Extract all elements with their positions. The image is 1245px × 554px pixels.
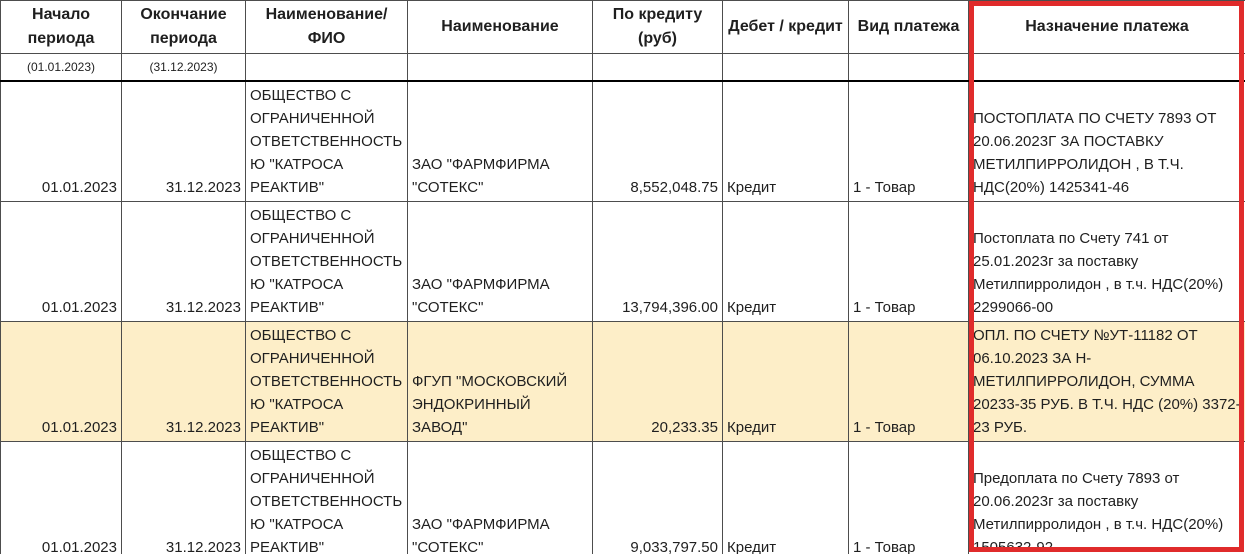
cell-start-period[interactable]: 01.01.2023 bbox=[1, 322, 122, 442]
cell-payment-purpose[interactable]: Постоплата по Счету 741 от 25.01.2023г за поставку Метилпирролидон , в т.ч. НДС(20%) 2299066-00 bbox=[969, 202, 1245, 322]
subheader-empty-cell[interactable] bbox=[408, 54, 593, 82]
cell-name-fio[interactable]: ОБЩЕСТВО С ОГРАНИЧЕННОЙ ОТВЕТСТВЕННОСТЬЮ "КАТРОСА РЕАКТИВ" bbox=[246, 81, 408, 202]
cell-end-period[interactable]: 31.12.2023 bbox=[122, 202, 246, 322]
subheader-empty-cell[interactable] bbox=[969, 54, 1245, 82]
cell-debit-credit[interactable]: Кредит bbox=[723, 322, 849, 442]
subheader-empty-cell[interactable] bbox=[246, 54, 408, 82]
cell-name-fio[interactable]: ОБЩЕСТВО С ОГРАНИЧЕННОЙ ОТВЕТСТВЕННОСТЬЮ "КАТРОСА РЕАКТИВ" bbox=[246, 322, 408, 442]
cell-end-period[interactable]: 31.12.2023 bbox=[122, 322, 246, 442]
header-row bbox=[1, 1, 1245, 54]
header-credit-amount[interactable]: По кредиту (руб) bbox=[593, 1, 723, 54]
cell-debit-credit[interactable]: Кредит bbox=[723, 442, 849, 554]
cell-credit-amount[interactable]: 9,033,797.50 bbox=[593, 442, 723, 554]
subheader-empty-cell[interactable] bbox=[849, 54, 969, 82]
header-end-period[interactable]: Окончание периода bbox=[122, 1, 246, 54]
subheader-row bbox=[1, 54, 1245, 82]
cell-debit-credit[interactable]: Кредит bbox=[723, 202, 849, 322]
table-row-3-highlighted bbox=[1, 322, 1245, 442]
header-payment-purpose[interactable]: Назначение платежа bbox=[969, 1, 1245, 54]
subheader-start-date[interactable]: (01.01.2023) bbox=[1, 54, 122, 82]
cell-start-period[interactable]: 01.01.2023 bbox=[1, 81, 122, 202]
cell-name[interactable]: ЗАО "ФАРМФИРМА "СОТЕКС" bbox=[408, 442, 593, 554]
cell-payment-purpose[interactable]: Предоплата по Счету 7893 от 20.06.2023г за поставку Метилпирролидон , в т.ч. НДС(20%) 1505632-92 bbox=[969, 442, 1245, 554]
cell-credit-amount[interactable]: 8,552,048.75 bbox=[593, 81, 723, 202]
table-row-4 bbox=[1, 442, 1245, 554]
subheader-empty-cell[interactable] bbox=[723, 54, 849, 82]
cell-name[interactable]: ЗАО "ФАРМФИРМА "СОТЕКС" bbox=[408, 202, 593, 322]
cell-start-period[interactable]: 01.01.2023 bbox=[1, 202, 122, 322]
table-row-1 bbox=[1, 81, 1245, 202]
table-row-2 bbox=[1, 202, 1245, 322]
cell-payment-purpose[interactable]: ОПЛ. ПО СЧЕТУ №УТ-11182 ОТ 06.10.2023 ЗА Н-МЕТИЛПИРРОЛИДОН, СУММА 20233-35 РУБ. В Т.Ч. НДС (20%) 3372-23 РУБ. bbox=[969, 322, 1245, 442]
subheader-empty-cell[interactable] bbox=[593, 54, 723, 82]
cell-payment-type[interactable]: 1 - Товар bbox=[849, 322, 969, 442]
header-debit-credit[interactable]: Дебет / кредит bbox=[723, 1, 849, 54]
cell-payment-purpose[interactable]: ПОСТОПЛАТА ПО СЧЕТУ 7893 ОТ 20.06.2023Г ЗА ПОСТАВКУ МЕТИЛПИРРОЛИДОН , В Т.Ч. НДС(20%) 1425341-46 bbox=[969, 81, 1245, 202]
cell-end-period[interactable]: 31.12.2023 bbox=[122, 442, 246, 554]
cell-payment-type[interactable]: 1 - Товар bbox=[849, 202, 969, 322]
cell-payment-type[interactable]: 1 - Товар bbox=[849, 442, 969, 554]
cell-name-fio[interactable]: ОБЩЕСТВО С ОГРАНИЧЕННОЙ ОТВЕТСТВЕННОСТЬЮ "КАТРОСА РЕАКТИВ" bbox=[246, 442, 408, 554]
cell-payment-type[interactable]: 1 - Товар bbox=[849, 81, 969, 202]
header-payment-type[interactable]: Вид платежа bbox=[849, 1, 969, 54]
cell-credit-amount[interactable]: 13,794,396.00 bbox=[593, 202, 723, 322]
cell-end-period[interactable]: 31.12.2023 bbox=[122, 81, 246, 202]
header-name[interactable]: Наименование bbox=[408, 1, 593, 54]
cell-name[interactable]: ФГУП "МОСКОВСКИЙ ЭНДОКРИННЫЙ ЗАВОД" bbox=[408, 322, 593, 442]
cell-start-period[interactable]: 01.01.2023 bbox=[1, 442, 122, 554]
cell-debit-credit[interactable]: Кредит bbox=[723, 81, 849, 202]
header-name-fio[interactable]: Наименование/ФИО bbox=[246, 1, 408, 54]
cell-credit-amount[interactable]: 20,233.35 bbox=[593, 322, 723, 442]
cell-name[interactable]: ЗАО "ФАРМФИРМА "СОТЕКС" bbox=[408, 81, 593, 202]
subheader-end-date[interactable]: (31.12.2023) bbox=[122, 54, 246, 82]
cell-name-fio[interactable]: ОБЩЕСТВО С ОГРАНИЧЕННОЙ ОТВЕТСТВЕННОСТЬЮ "КАТРОСА РЕАКТИВ" bbox=[246, 202, 408, 322]
header-start-period[interactable]: Начало периода bbox=[1, 1, 122, 54]
